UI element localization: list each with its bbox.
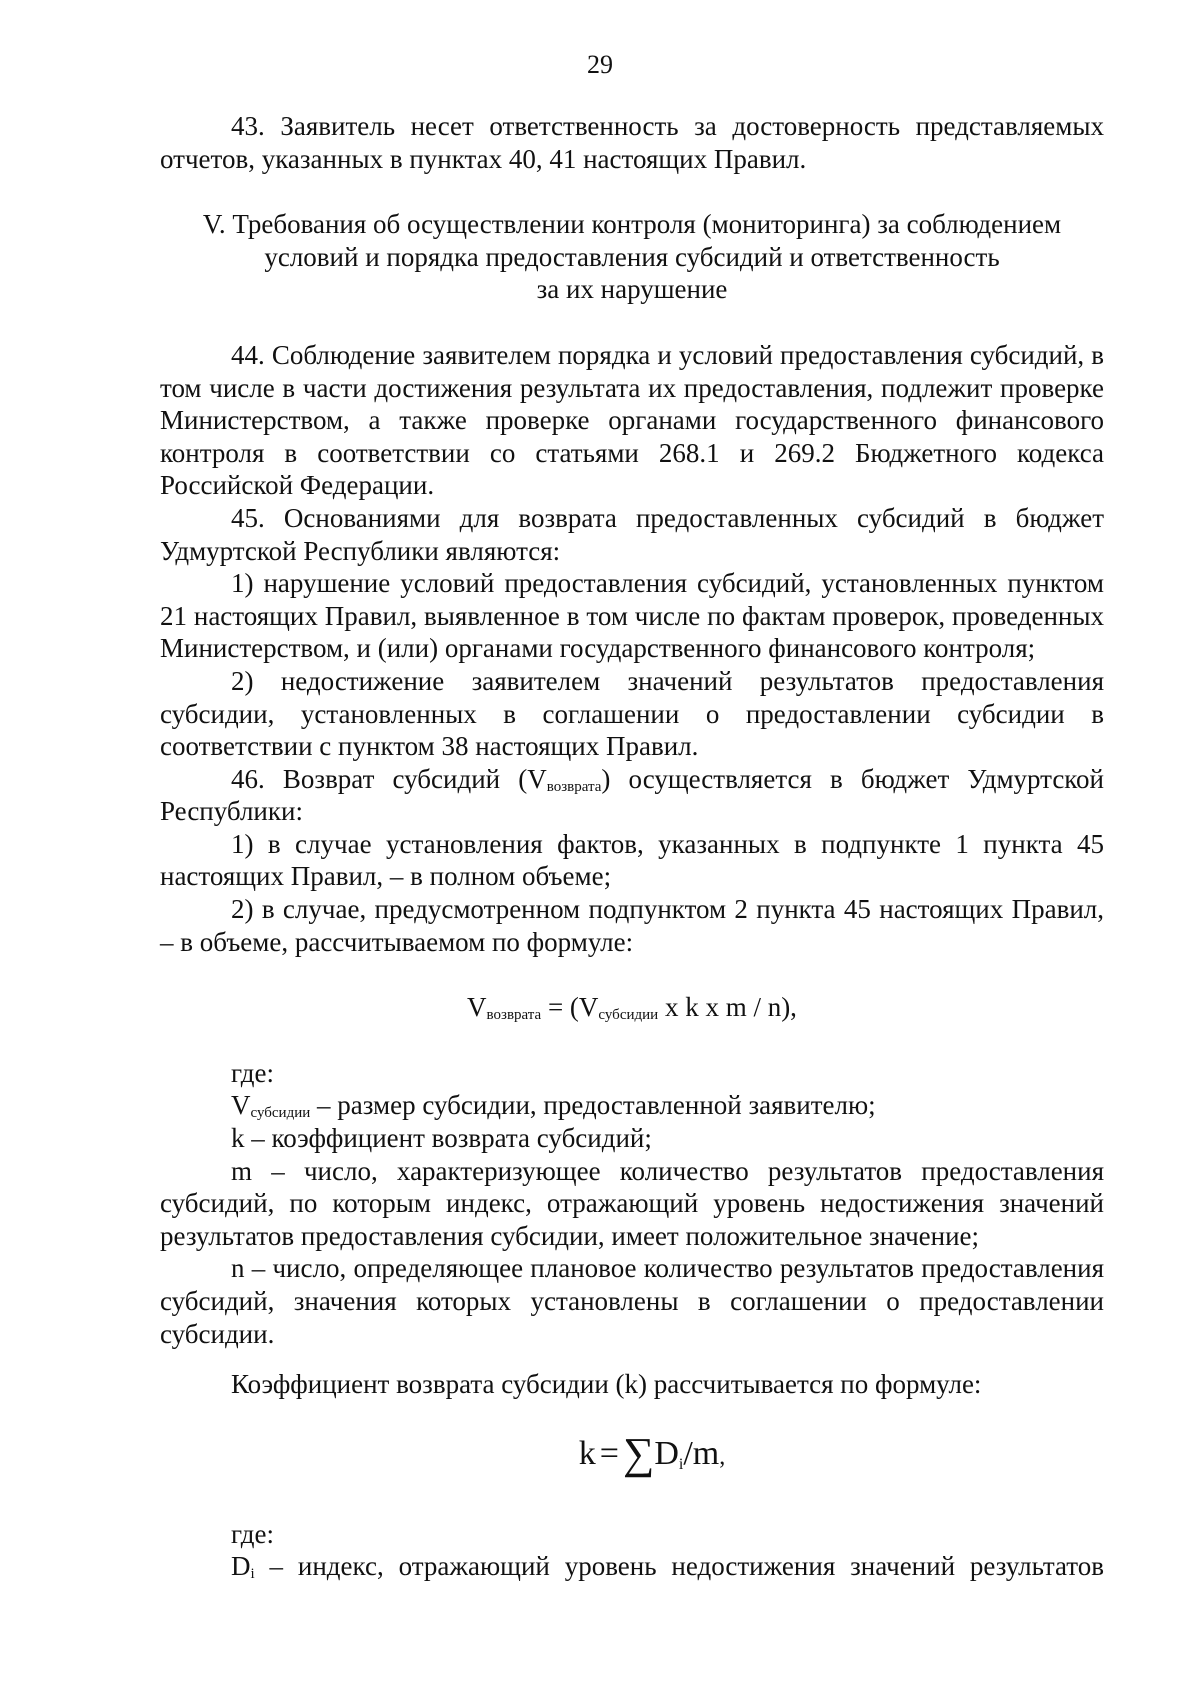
formula-2-i: i <box>678 1455 684 1473</box>
paragraph-46-subscript: возврата <box>546 778 602 795</box>
formula-1-v: V <box>467 992 487 1023</box>
paragraph-46-start: 46. Возврат субсидий (V <box>231 763 547 794</box>
formula-2-k: k <box>578 1434 596 1472</box>
formula-2-comma: , <box>719 1443 726 1470</box>
paragraph-46-item-2: 2) в случае, предусмотренном подпунктом 2 пункта 45 настоящих Правил, – в объеме, рассчитываемом по формуле: <box>160 894 1104 957</box>
paragraph-46-item-1: 1) в случае установления фактов, указанных в подпункте 1 пункта 45 настоящих Правил, – в полном объеме; <box>160 828 1104 892</box>
paragraph-46-end: ) осуществляется в бюджет Удмуртской Республики: <box>160 763 1104 827</box>
definition-m: m – число, характеризующее количество результатов предоставления субсидий, по которым индекс, отражающий уровень недостижения значений результатов предоставления субсидии, имеет положительное значение; <box>160 1155 1104 1251</box>
definition-v-text: – размер субсидии, предоставленной заявителю; <box>310 1090 876 1121</box>
where-label-2: где: <box>231 1518 274 1549</box>
definition-v-subsidy <box>160 1089 1104 1122</box>
formula-1-mid: = (V <box>541 992 599 1023</box>
page-number: 29 <box>587 50 613 79</box>
paragraph-43: 43. Заявитель несет ответственность за достоверность представляемых отчетов, указанных в пунктах 40, 41 настоящих Правил. <box>160 111 1104 174</box>
definition-d-symbol: D <box>231 1551 251 1582</box>
formula-coefficient <box>180 1428 1124 1485</box>
formula-1-rest: x k x m / n), <box>658 992 797 1023</box>
paragraph-44: 44. Соблюдение заявителем порядка и условий предоставления субсидий, в том числе в части достижения результата их предоставления, подлежит проверке Министерством, а также проверке органами государственного финансового контроля в соответствии со статьями 268.1 и 269.2 Бюджетного кодекса Российской Федерации. <box>160 339 1104 501</box>
definition-d-subscript: i <box>250 1566 255 1583</box>
sum-icon: ∑ <box>622 1428 655 1478</box>
formula-2-d: D <box>654 1434 679 1472</box>
definition-v-subscript: субсидии <box>250 1105 311 1122</box>
section-heading-line-2: условий и порядка предоставления субсидий и ответственность <box>264 241 1000 272</box>
section-heading <box>160 208 1104 306</box>
definition-v-symbol: V <box>231 1090 251 1121</box>
section-heading-line-3: за их нарушение <box>536 274 728 305</box>
document-body <box>160 110 1104 1583</box>
paragraph-45-item-2: 2) недостижение заявителем значений результатов предоставления субсидии, установленных в соглашении о предоставлении субсидии в соответствии с пунктом 38 настоящих Правил. <box>160 665 1104 762</box>
where-label-1: где: <box>231 1057 274 1088</box>
paragraph-46 <box>160 763 1104 828</box>
formula-1-sub-2: субсидии <box>598 1007 659 1024</box>
definition-n: n – число, определяющее плановое количество результатов предоставления субсидий, значения которых установлены в соглашении о предоставлении субсидии. <box>160 1253 1104 1349</box>
definition-d-text: – индекс, отражающий уровень недостижения значений результатов <box>254 1551 1104 1582</box>
section-heading-line-1: V. Требования об осуществлении контроля (мониторинга) за соблюдением <box>202 209 1062 240</box>
formula-2-equals: = <box>599 1434 619 1472</box>
formula-1-sub-1: возврата <box>486 1007 542 1024</box>
definition-d <box>160 1550 1104 1583</box>
definition-k: k – коэффициент возврата субсидий; <box>231 1123 652 1154</box>
formula-return-amount <box>160 991 1104 1024</box>
paragraph-45-item-1: 1) нарушение условий предоставления субсидий, установленных пунктом 21 настоящих Правил, выявленное в том числе по фактам проверок, проведенных Министерством, и (или) органами государственного финансового контроля; <box>160 568 1104 664</box>
formula-2-rest: /m <box>683 1434 720 1472</box>
paragraph-45: 45. Основаниями для возврата предоставленных субсидий в бюджет Удмуртской Республики являются: <box>160 502 1104 566</box>
coefficient-text: Коэффициент возврата субсидии (k) рассчитывается по формуле: <box>231 1369 982 1400</box>
